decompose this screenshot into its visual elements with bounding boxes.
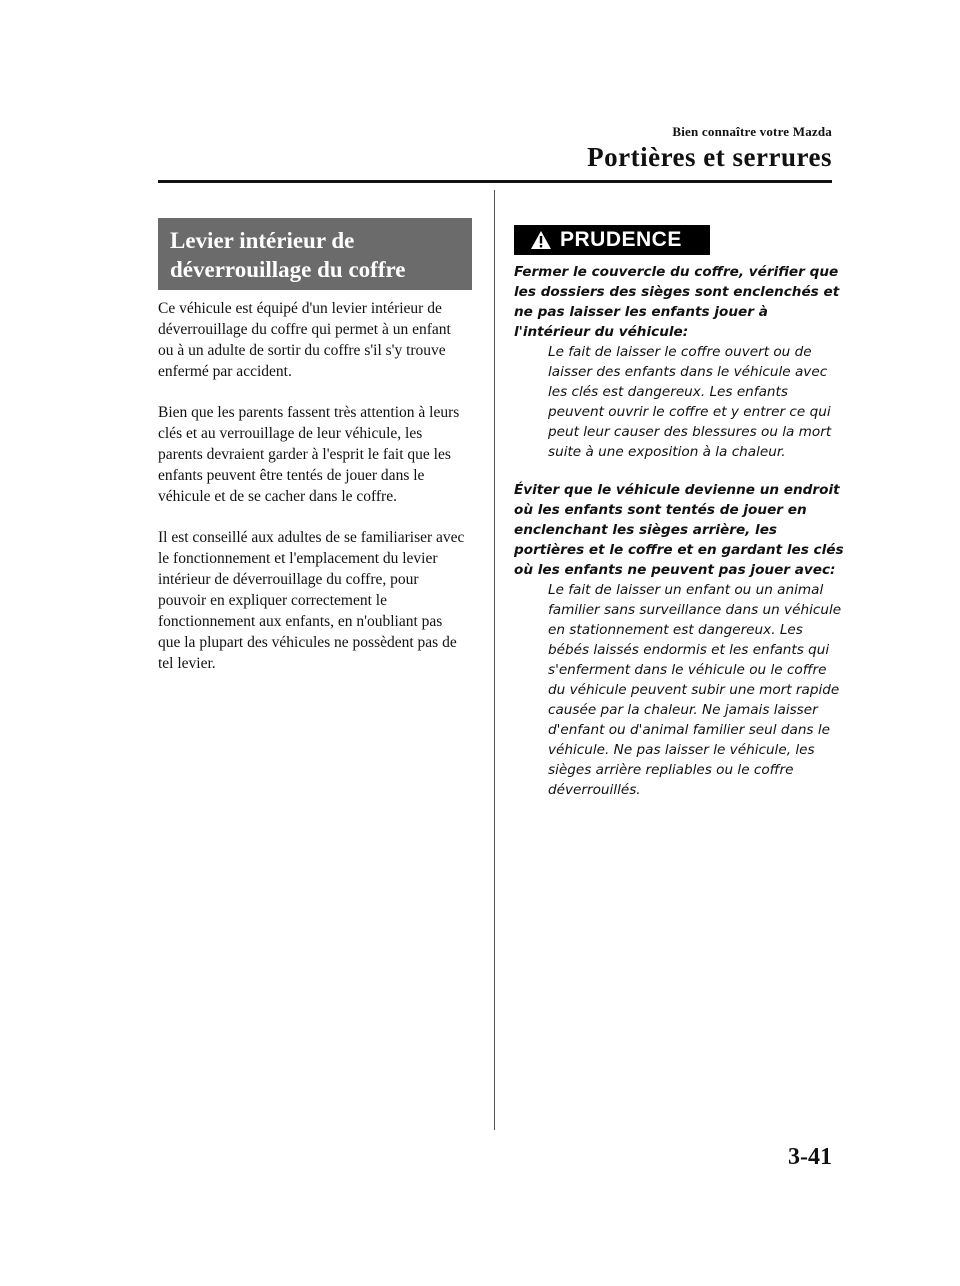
caution-item-title: Fermer le couvercle du coffre, vérifier que les dossiers des sièges sont enclenchés et ne pas laisser les enfants jouer à l'intérieur du véhicule: [514, 264, 840, 340]
section-heading-line-1: Levier intérieur de [170, 228, 355, 253]
body-text [158, 298, 468, 694]
page-number: 3-41 [788, 1144, 832, 1170]
header-divider [158, 180, 832, 183]
paragraph: Il est conseillé aux adultes de se familiariser avec le fonctionnement et l'emplacement du levier intérieur de déverrouillage du coffre, pour pouvoir en expliquer correctement le fonctionnement aux enfants, en n'oubliant pas que la plupart des véhicules ne possèdent pas de tel levier. [158, 529, 465, 672]
caution-item-body: Le fait de laisser un enfant ou un animal familier sans surveillance dans un véhicule en stationnement est dangereux. Les bébés laissés endormis et les enfants qui s'enferment dans le véhicule ou le coffre du véhicule peuvent subir une mort rapide causée par la chaleur. Ne jamais laisser d'enfant ou d'animal familier seul dans le véhicule. Ne pas laisser le véhicule, les sièges arrière repliables ou le coffre déverrouillés. [548, 582, 842, 798]
paragraph: Bien que les parents fassent très attention à leurs clés et au verrouillage de leur véhicule, les parents devraient garder à l'esprit le fait que les enfants peuvent être tentés de jouer dans le véhicule et de se cacher dans le coffre. [158, 404, 460, 505]
caution-item-body: Le fait de laisser le coffre ouvert ou de laisser des enfants dans le véhicule avec les clés est dangereux. Les enfants peuvent ouvrir le coffre et y entrer ce qui peut leur causer des blessures ou la mort suite à une exposition à la chaleur. [548, 344, 832, 460]
section-heading [158, 218, 472, 290]
running-header-title: Portières et serrures [587, 142, 832, 172]
caution-item-title: Éviter que le véhicule devienne un endroit où les enfants sont tentés de jouer en enclenchant les sièges arrière, les portières et le coffre et en gardant les clés où les enfants ne peuvent pas jouer avec: [514, 482, 844, 578]
caution-label: PRUDENCE [560, 228, 682, 251]
running-header-chapter: Bien connaître votre Mazda [672, 124, 832, 139]
section-heading-line-2: déverrouillage du coffre [170, 257, 406, 282]
paragraph: Ce véhicule est équipé d'un levier intérieur de déverrouillage du coffre qui permet à un enfant ou à un adulte de sortir du coffre s'il s'y trouve enfermé par accident. [158, 300, 451, 380]
column-divider [494, 190, 495, 1130]
caution-banner [514, 225, 710, 255]
warning-triangle-icon [530, 230, 552, 250]
caution-content [514, 262, 844, 818]
